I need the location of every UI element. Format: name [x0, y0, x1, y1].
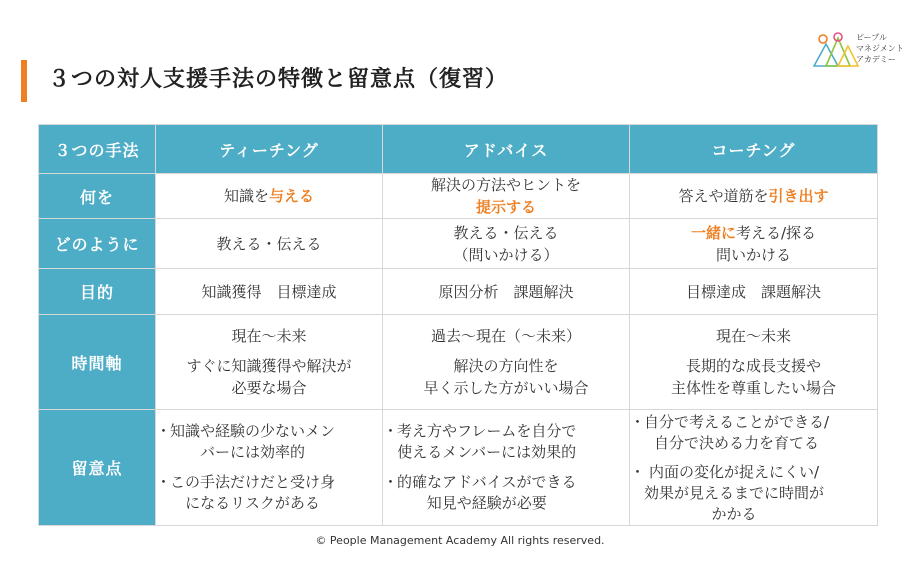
note-text: 的確なアドバイスができる [397, 473, 577, 491]
row-header-what: 何を [39, 174, 156, 219]
cell-text: 解決の方向性を [453, 357, 559, 375]
cell-highlight: 提示する [475, 198, 536, 216]
bullet: ・ [630, 463, 646, 481]
cell-coaching-notes [630, 410, 878, 526]
page-title: ３つの対人支援手法の特徴と留意点（復習） [48, 67, 509, 92]
cell-text: 必要な場合 [231, 379, 307, 397]
cell-teaching-what [156, 174, 383, 219]
note-text: 自分で考えることができる/ [644, 413, 830, 431]
note-text: バーには効率的 [200, 443, 306, 461]
column-header-coaching: コーチング [630, 125, 878, 174]
note-text: 内面の変化が捉えにくい/ [648, 463, 820, 481]
bullet: ・ [383, 422, 399, 440]
logo-line-2: マネジメント [856, 44, 904, 53]
column-header-advice: アドバイス [383, 125, 630, 174]
logo-line-1: ピープル [856, 33, 887, 42]
column-header-teaching: ティーチング [156, 125, 383, 174]
cell-text: 過去〜現在（〜未来） [430, 327, 581, 345]
table-row [39, 315, 878, 410]
row-header-time: 時間軸 [39, 315, 156, 410]
cell-text: 長期的な成長支援や [685, 357, 821, 375]
cell-highlight: 与える [269, 187, 315, 205]
note-text: この手法だけだと受け身 [170, 473, 336, 491]
cell-text: すぐに知識獲得や解決が [186, 357, 352, 375]
note-text: 自分で決める力を育てる [654, 434, 820, 452]
bullet: ・ [383, 473, 399, 491]
cell-teaching-purpose: 知識獲得 目標達成 [156, 269, 383, 315]
note-text: かかる [711, 505, 757, 523]
corner-header: ３つの手法 [39, 125, 156, 174]
note-text: になるリスクがある [185, 494, 320, 512]
cell-text: 答えや道筋を [678, 187, 769, 205]
bullet: ・ [156, 473, 172, 491]
bullet: ・ [156, 422, 172, 440]
cell-coaching-how [630, 219, 878, 269]
cell-text: 現在〜未来 [715, 327, 791, 345]
logo-line-3: アカデミー [856, 55, 896, 64]
list-item [156, 421, 382, 463]
cell-advice-time [383, 315, 630, 410]
table-row [39, 219, 878, 269]
list-item [383, 421, 629, 463]
cell-text: 教える・伝える [453, 223, 559, 242]
cell-advice-notes [383, 410, 630, 526]
list-item [156, 472, 382, 514]
list-item [630, 462, 877, 525]
note-text: 使えるメンバーには効果的 [397, 443, 577, 461]
note-text: 知見や経験が必要 [426, 494, 547, 512]
cell-text: 解決の方法やヒントを [430, 176, 581, 194]
cell-teaching-notes [156, 410, 383, 526]
cell-advice-how [383, 219, 630, 269]
note-text: 知識や経験の少ないメン [170, 422, 336, 440]
cell-advice-what [383, 174, 630, 219]
note-text: 効果が見えるまでに時間が [644, 484, 825, 502]
bullet: ・ [630, 413, 646, 431]
row-header-purpose: 目的 [39, 269, 156, 315]
header-row [39, 125, 878, 174]
table-row [39, 174, 878, 219]
cell-coaching-time [630, 315, 878, 410]
cell-text: 現在〜未来 [231, 327, 307, 345]
cell-teaching-time [156, 315, 383, 410]
copyright-footer: © People Management Academy All rights reserved. [315, 534, 605, 547]
title-accent-bar [21, 60, 27, 102]
cell-text: 主体性を尊重したい場合 [670, 379, 836, 397]
row-header-notes: 留意点 [39, 410, 156, 526]
logo-text [856, 32, 904, 65]
cell-text: 問いかける [715, 245, 791, 264]
cell-text: 知識を [223, 187, 269, 205]
cell-highlight: 一緒に [690, 223, 736, 242]
note-text: 考え方やフレームを自分で [397, 422, 577, 440]
cell-highlight: 引き出す [768, 187, 829, 205]
comparison-table [38, 124, 878, 526]
cell-advice-purpose: 原因分析 課題解決 [383, 269, 630, 315]
table-row [39, 269, 878, 315]
row-header-how: どのように [39, 219, 156, 269]
list-item [383, 472, 629, 514]
table-row [39, 410, 878, 526]
cell-text: （問いかける） [453, 245, 559, 264]
list-item [630, 412, 877, 454]
cell-text: 早く示した方がいい場合 [423, 379, 589, 397]
cell-text: 考える/探る [735, 223, 817, 242]
cell-teaching-how: 教える・伝える [156, 219, 383, 269]
cell-coaching-what [630, 174, 878, 219]
cell-coaching-purpose: 目標達成 課題解決 [630, 269, 878, 315]
